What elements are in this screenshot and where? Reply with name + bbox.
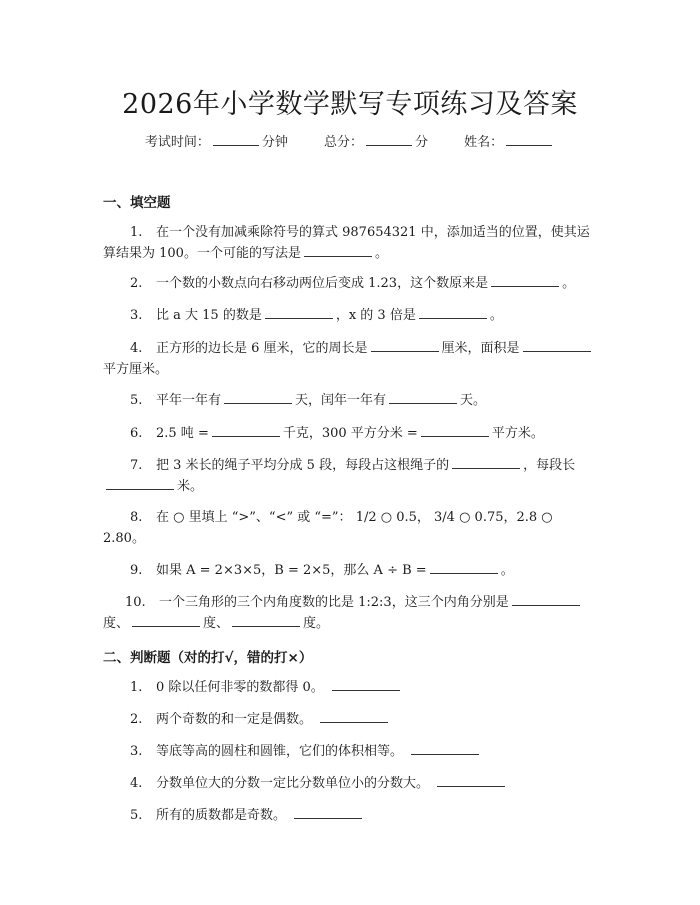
tf-question-2 xyxy=(103,709,597,730)
question-number: 9. xyxy=(130,563,143,578)
student-name-field xyxy=(464,135,555,150)
question-text: 天。 xyxy=(460,393,487,408)
question-text: 等底等高的圆柱和圆锥，它们的体积相等。 xyxy=(156,744,404,759)
question-number: 5. xyxy=(130,393,143,408)
question-text: 。 xyxy=(500,563,514,578)
question-number: 1. xyxy=(130,225,143,240)
section-heading-fill-in: 一、填空题 xyxy=(103,195,171,211)
answer-blank[interactable] xyxy=(411,741,479,755)
answer-blank[interactable] xyxy=(212,423,280,437)
exam-time-unit: 分钟 xyxy=(261,135,288,150)
fill-question-8 xyxy=(103,507,597,549)
question-text: 如果 A = 2×3×5，B = 2×5，那么 A ÷ B = xyxy=(156,563,427,578)
question-text: 度。 xyxy=(303,616,330,631)
tf-question-1 xyxy=(103,677,597,698)
question-text: 2.5 吨 = xyxy=(156,426,209,441)
fill-question-10 xyxy=(103,592,597,634)
question-number: 2. xyxy=(130,276,143,291)
question-text: 平方厘米。 xyxy=(103,362,169,377)
question-number: 3. xyxy=(130,308,143,323)
tf-question-5 xyxy=(103,805,597,826)
fill-question-3 xyxy=(103,305,597,326)
question-number: 10. xyxy=(125,595,146,610)
fill-question-7 xyxy=(103,455,597,497)
answer-blank[interactable] xyxy=(452,455,520,469)
question-text: 。 xyxy=(562,276,576,291)
answer-blank[interactable] xyxy=(132,613,200,627)
exam-time-blank[interactable] xyxy=(213,132,259,146)
question-text: 两个奇数的和一定是偶数。 xyxy=(156,712,313,727)
question-number: 5. xyxy=(130,808,143,823)
question-text: 把 3 米长的绳子平均分成 5 段，每段占这根绳子的 xyxy=(156,458,450,473)
answer-blank[interactable] xyxy=(389,390,457,404)
answer-blank[interactable] xyxy=(371,338,439,352)
question-number: 7. xyxy=(130,458,143,473)
answer-blank[interactable] xyxy=(419,305,487,319)
section-heading-true-false: 二、判断题（对的打√，错的打×） xyxy=(103,650,313,666)
question-text: 平方米。 xyxy=(491,426,544,441)
fill-question-4 xyxy=(103,338,597,380)
answer-blank[interactable] xyxy=(491,273,559,287)
question-text: 天，闰年一年有 xyxy=(295,393,387,408)
tf-question-3 xyxy=(103,741,597,762)
question-text: 度、 xyxy=(203,616,230,631)
answer-blank[interactable] xyxy=(304,243,372,257)
exam-info-row xyxy=(0,131,700,150)
total-score-field xyxy=(324,135,428,150)
tf-question-4 xyxy=(103,773,597,794)
question-number: 4. xyxy=(130,341,143,356)
question-text: 所有的质数都是奇数。 xyxy=(156,808,287,823)
question-text: 。 xyxy=(489,308,503,323)
question-text: 一个三角形的三个内角度数的比是 1:2:3，这三个内角分别是 xyxy=(159,595,509,610)
fill-question-1 xyxy=(103,222,597,264)
question-text: 比 a 大 15 的数是 xyxy=(156,308,262,323)
question-text: 在 ○ 里填上 “>”、“<” 或 “=”： 1/2 ○ 0.5， 3/4 ○ 0.75，2.8 ○ 2.80。 xyxy=(103,510,553,546)
question-number: 2. xyxy=(130,712,143,727)
exam-time-field xyxy=(145,135,288,150)
fill-question-5 xyxy=(103,390,597,411)
exam-time-label: 考试时间： xyxy=(144,135,210,150)
fill-question-2 xyxy=(103,273,597,294)
question-number: 6. xyxy=(130,426,143,441)
question-text: 一个数的小数点向右移动两位后变成 1.23，这个数原来是 xyxy=(156,276,489,291)
fill-question-6 xyxy=(103,423,597,444)
fill-question-9 xyxy=(103,560,597,581)
answer-blank[interactable] xyxy=(512,592,580,606)
answer-blank[interactable] xyxy=(232,613,300,627)
answer-blank[interactable] xyxy=(294,805,362,819)
question-text: 。 xyxy=(374,246,388,261)
answer-blank[interactable] xyxy=(523,338,591,352)
question-text: 0 除以任何非零的数都得 0。 xyxy=(156,680,324,695)
total-score-unit: 分 xyxy=(415,135,429,150)
student-name-label: 姓名： xyxy=(464,135,504,150)
answer-blank[interactable] xyxy=(224,390,292,404)
question-text: 分数单位大的分数一定比分数单位小的分数大。 xyxy=(156,776,430,791)
question-number: 8. xyxy=(130,510,143,525)
question-text: ，x 的 3 倍是 xyxy=(335,308,416,323)
answer-blank[interactable] xyxy=(332,677,400,691)
question-text: 度、 xyxy=(103,616,130,631)
question-number: 3. xyxy=(130,744,143,759)
answer-blank[interactable] xyxy=(106,476,174,490)
question-text: 正方形的边长是 6 厘米，它的周长是 xyxy=(156,341,368,356)
answer-blank[interactable] xyxy=(430,560,498,574)
question-text: 厘米，面积是 xyxy=(441,341,520,356)
total-score-label: 总分： xyxy=(323,135,363,150)
question-number: 1. xyxy=(130,680,143,695)
question-text: 米。 xyxy=(177,479,204,494)
answer-blank[interactable] xyxy=(421,423,489,437)
answer-blank[interactable] xyxy=(265,305,333,319)
question-text: 在一个没有加减乘除符号的算式 987654321 中，添加适当的位置，使其运算结果为 100。一个可能的写法是 xyxy=(103,225,590,261)
question-text: 平年一年有 xyxy=(156,393,222,408)
question-text: 千克，300 平方分米 = xyxy=(282,426,418,441)
answer-blank[interactable] xyxy=(437,773,505,787)
total-score-blank[interactable] xyxy=(366,132,412,146)
page-title: 2026年小学数学默写专项练习及答案 xyxy=(122,89,578,120)
question-number: 4. xyxy=(130,776,143,791)
student-name-blank[interactable] xyxy=(506,132,552,146)
answer-blank[interactable] xyxy=(320,709,388,723)
question-text: ，每段长 xyxy=(523,458,576,473)
